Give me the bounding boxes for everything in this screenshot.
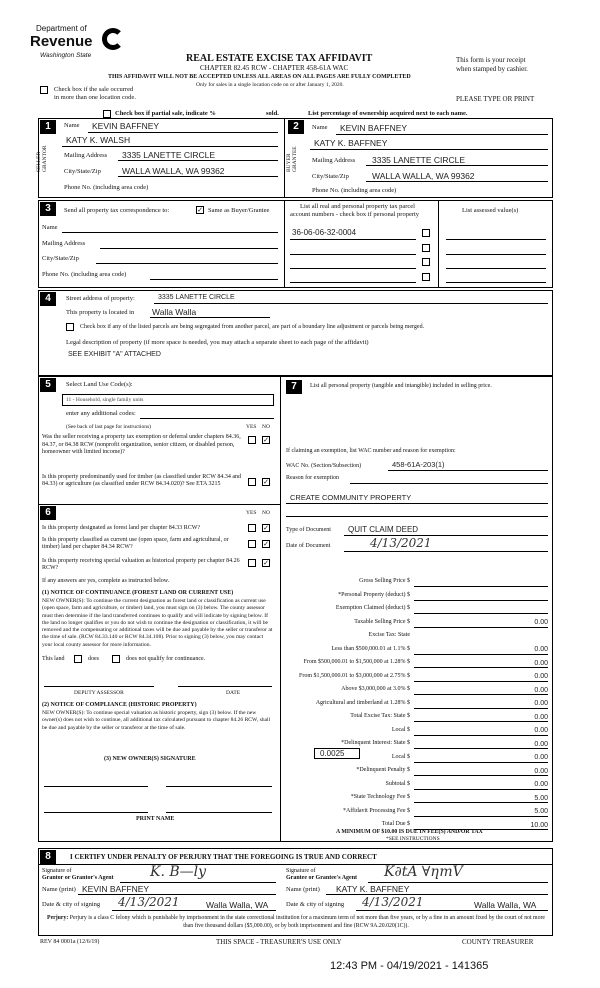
legal-value[interactable]: SEE EXHIBIT "A" ATTACHED: [68, 351, 161, 358]
section-6-number: 6: [40, 506, 56, 520]
seller-name-label: Name: [64, 122, 80, 129]
tax-row-label: From $500,000.01 to $1,500,000 at 1.28% $: [303, 659, 410, 665]
buyer-mail-label: Mailing Address: [312, 157, 356, 164]
land-does-label: does: [88, 656, 99, 662]
wac-label: WAC No. (Section/Subsection): [286, 463, 362, 469]
reason-line-1: [350, 483, 548, 484]
seller-mail-line: [118, 160, 278, 161]
s5-q2-no[interactable]: ✓: [263, 478, 269, 486]
tax-row-label: Exemption Claimed (deduct) $: [335, 605, 410, 611]
grantor-name-label: Name (print): [42, 886, 76, 893]
s3-mail-label: Mailing Address: [42, 240, 86, 247]
additional-codes-line: [140, 418, 274, 419]
assessed-line-2: [446, 254, 546, 255]
grantee-name-label: Name (print): [286, 886, 320, 893]
parcel-header-1: List all real and personal property tax parcel: [300, 203, 415, 210]
form-warning-sub: Only for sales in a single location code on or after January 1, 2020.: [196, 82, 344, 88]
tax-row-line: [414, 667, 548, 668]
form-subtitle: CHAPTER 82.45 RCW - CHAPTER 458-61A WAC: [200, 64, 349, 72]
buyer-name-line-2: [310, 149, 548, 150]
section-5-number: 5: [40, 378, 56, 392]
section-1-2-divider: [284, 118, 285, 198]
certify-line: [38, 864, 553, 865]
seller-mail-label: Mailing Address: [64, 152, 108, 159]
s3-name-line: [62, 232, 278, 233]
same-as-buyer-label: Same as Buyer/Grantee: [208, 207, 270, 214]
located-label: This property is located in: [66, 309, 135, 316]
doc-type-label: Type of Document: [286, 527, 331, 533]
receipt-stamp: 12:43 PM - 04/19/2021 - 141365: [330, 960, 489, 972]
partial-sale-checkbox[interactable]: [103, 110, 111, 118]
grantor-date-label: Date & city of signing: [42, 901, 101, 908]
street-line: [154, 303, 548, 304]
buyer-mail[interactable]: 3335 LANETTE CIRCLE: [372, 155, 466, 165]
see-instructions: *SEE INSTRUCTIONS: [386, 836, 440, 842]
logo-emblem-icon: [102, 28, 124, 50]
tax-row-value[interactable]: 5.00: [534, 808, 548, 815]
s6-no: NO: [262, 510, 270, 516]
s6-q3-yes[interactable]: [248, 559, 256, 567]
county-treasurer: COUNTY TREASURER: [462, 938, 534, 946]
perjury-notice: [42, 914, 550, 930]
buyer-side-label: BUYER GRANTEE: [286, 146, 298, 172]
s5-no: NO: [262, 424, 270, 430]
s6-question-3: Is this property receiving special valuation as historical property per chapter 84.26 RCW?: [42, 558, 240, 571]
logo-line3: Washington State: [40, 52, 92, 59]
tax-row-line: [414, 721, 548, 722]
land-use-label: Select Land Use Code(s):: [66, 381, 133, 388]
print-name-label: PRINT NAME: [136, 816, 175, 822]
parcel-line-4: [290, 282, 416, 283]
s6-q2-no[interactable]: ✓: [263, 540, 269, 548]
tax-row-line: [414, 654, 548, 655]
seller-side-label: SELLER GRANTOR: [36, 145, 48, 172]
s3-city-line: [96, 263, 278, 264]
s6-if-yes: If any answers are yes, complete as instructed below.: [42, 578, 170, 584]
section-3-number: 3: [40, 202, 56, 216]
send-correspondence-label: Send all property tax correspondence to:: [64, 207, 170, 214]
tax-row-line: [414, 802, 548, 803]
tax-row-label: *Personal Property (deduct) $: [338, 591, 410, 598]
reason-label: Reason for exemption: [286, 475, 339, 481]
notice-2-body: NEW OWNER(S): To continue special valuation as historic property, sign (3) below. If the new owner(s) does not wish to continue, all additional tax calculated pursuant to chapter 84.26 RCW, shall be due and payable by the seller or transferor at the time of sale.: [42, 710, 271, 731]
tax-row-label: Total Due $: [381, 821, 410, 827]
new-owner-sig-line-2: [166, 786, 272, 787]
buyer-name-2[interactable]: KATY K. BAFFNEY: [314, 138, 388, 148]
sig-grantor-label-1: Signature of: [42, 868, 72, 874]
s5-q1-no[interactable]: ✓: [263, 436, 269, 444]
located-value[interactable]: Walla Walla: [152, 307, 197, 317]
tax-row-line: [414, 735, 548, 736]
land-does-checkbox[interactable]: [74, 655, 82, 663]
print-name-line-2: [166, 812, 272, 813]
assessed-line-4: [446, 282, 546, 283]
multi-location-label-1: Check box if the sale occurred: [54, 86, 134, 93]
buyer-city-label: City/State/Zip: [312, 173, 349, 180]
buyer-phone-label: Phone No. (including area code): [312, 187, 397, 194]
section-1-number: 1: [40, 120, 56, 134]
land-does-not-label: does not qualify for continuance.: [126, 656, 206, 662]
buyer-mail-line: [366, 165, 548, 166]
tax-row-line: [414, 600, 548, 601]
seller-city-line: [118, 176, 278, 177]
exemption-label: If claiming an exemption, list WAC number and reason for exemption:: [286, 448, 456, 454]
tax-row-label: Local $: [391, 753, 410, 760]
personal-property-checkbox-1[interactable]: [422, 229, 430, 237]
tax-row-label: Gross Selling Price $: [359, 578, 410, 584]
seller-city[interactable]: WALLA WALLA, WA 99362: [122, 166, 225, 176]
doc-type-value[interactable]: QUIT CLAIM DEED: [348, 525, 419, 534]
personal-property-checkbox-4[interactable]: [422, 273, 430, 281]
section-5-7-divider: [280, 376, 281, 842]
assessed-header: List assessed value(s): [462, 207, 519, 214]
street-label: Street address of property:: [66, 295, 135, 302]
tax-row-line: [414, 681, 548, 682]
grantor-signature[interactable]: K. B—ly: [150, 864, 207, 880]
tax-row-line: [414, 762, 548, 763]
form-warning: THIS AFFIDAVIT WILL NOT BE ACCEPTED UNLESS ALL AREAS ON ALL PAGES ARE FULLY COMPLETED: [108, 74, 411, 80]
located-line: [150, 317, 270, 318]
s6-question-1: Is this property designated as forest land per chapter 84.33 RCW?: [42, 525, 201, 531]
land-does-not-checkbox[interactable]: [112, 655, 120, 663]
buyer-name-line-1: [336, 134, 548, 135]
personal-property-label: List all personal property (tangible and intangible) included in selling price.: [310, 383, 492, 389]
grantee-date[interactable]: 4/13/2021: [362, 895, 424, 909]
grantee-date-line: [356, 910, 548, 911]
s6-q3-no[interactable]: ✓: [263, 559, 269, 567]
receipt-note-1: This form is your receipt: [456, 56, 526, 64]
buyer-city-line: [366, 181, 548, 182]
s3-mail-line: [100, 248, 278, 249]
grantee-date-label: Date & city of signing: [286, 901, 345, 908]
tax-row-value[interactable]: 0.00: [534, 619, 548, 626]
wac-line: [388, 470, 548, 471]
print-name-line-1: [44, 812, 148, 813]
street-value[interactable]: 3335 LANETTE CIRCLE: [158, 294, 235, 301]
certify-statement: I CERTIFY UNDER PENALTY OF PERJURY THAT THE FOREGOING IS TRUE AND CORRECT: [70, 853, 377, 861]
seller-city-label: City/State/Zip: [64, 168, 101, 175]
section-3-divider-2: [438, 200, 439, 288]
s6-question-2: Is this property classified as current use (open space, farm and agricultural, or timber) land per chapter 84.34 RCW?: [42, 537, 229, 550]
s6-q2-yes[interactable]: [248, 540, 256, 548]
multi-location-label-2: in more than one location code.: [54, 94, 136, 101]
tax-row-label: Above $3,000,000 at 3.0% $: [341, 686, 410, 692]
logo: [30, 24, 130, 70]
s6-q1-no[interactable]: ✓: [263, 524, 269, 532]
grantee-name-line: [326, 894, 548, 895]
perjury-label: Perjury:: [47, 915, 69, 921]
tax-row-label: From $1,500,000.01 to $3,000,000 at 2.75% $: [299, 672, 410, 679]
s5-q1-yes[interactable]: [248, 436, 256, 444]
tax-row-label: *State Technology Fee $: [350, 794, 410, 800]
seller-name-2[interactable]: KATY K. WALSH: [66, 135, 131, 145]
seller-name-line-1: [88, 132, 278, 133]
personal-property-checkbox-2[interactable]: [422, 244, 430, 252]
buyer-name-1[interactable]: KEVIN BAFFNEY: [340, 123, 408, 133]
s3-city-label: City/State/Zip: [42, 255, 79, 262]
same-as-buyer-checkbox[interactable]: ✓: [197, 206, 203, 214]
s3-name-label: Name: [42, 224, 58, 231]
tax-row-line: [414, 694, 548, 695]
parcel-line-3: [290, 268, 416, 269]
doc-date-line: [344, 551, 548, 552]
date-line: [178, 686, 272, 687]
sig-grantor-label-2: Grantor or Grantor's Agent: [42, 875, 114, 881]
rev-number: REV 84 0001a (12/6/19): [40, 939, 100, 945]
s5-question-2: Is this property predominantly used for timber (as classified under RCW 84.34 and 84.33) or agriculture (as classified under RCW 84.34.020)? See ETA 3215: [42, 474, 242, 487]
deputy-line: [44, 686, 154, 687]
notice-1-body: NEW OWNER(S): To continue the current designation as forest land or classification as current use (open space, farm and agriculture, or timber) land, you must sign on (3) below. The county assessor must then determine if the land transferred continues to qualify and will indicate by signing below. If the land no longer qualifies or you do not wish to continue the designation or classification, it will be removed and the compensating or additional taxes will be due and payable by the seller or transferor at the time of sale. (RCW 84.33.140 or RCW 84.34.108). Prior to signing (3) below, you may contact your local county assessor for more information.: [42, 598, 273, 648]
tax-row-value[interactable]: 0.00: [534, 727, 548, 734]
minimum-due: A MINIMUM OF $10.00 IS DUE IN FEE(S) AND/OR TAX: [336, 829, 483, 835]
tax-row-value[interactable]: 0.00: [534, 740, 548, 748]
grantor-name[interactable]: KEVIN BAFFNEY: [82, 884, 150, 894]
parcel-line-2: [290, 254, 416, 255]
tax-row-label: *Affidavit Processing Fee $: [342, 807, 410, 814]
local-rate-value: 0.0025: [320, 749, 345, 758]
tax-row-value[interactable]: 0.00: [534, 673, 548, 680]
tax-row-label: *Delinquent Interest: State $: [341, 740, 410, 746]
tax-row-line: [414, 708, 548, 709]
partial-sale-sold: sold.: [266, 110, 279, 117]
tax-row-value[interactable]: 0.00: [534, 713, 548, 721]
seller-name-line-2: [62, 146, 278, 147]
tax-row-label: Agricultural and timberland at 1.28% $: [315, 699, 410, 706]
parcel-header-2: account numbers - check box if personal property: [290, 211, 420, 218]
tax-row-value[interactable]: 0.00: [534, 781, 548, 788]
personal-property-checkbox-3[interactable]: [422, 258, 430, 266]
tax-row-label: Less than $500,000.01 at 1.1% $: [331, 645, 410, 652]
section-8-number: 8: [40, 850, 56, 864]
section-4-number: 4: [40, 292, 56, 306]
s5-q2-yes[interactable]: [248, 478, 256, 486]
multi-location-checkbox[interactable]: [40, 86, 48, 94]
section-6-topline: [38, 504, 280, 505]
land-use-value: 11 - Household, single family units: [66, 397, 144, 403]
type-or-print: PLEASE TYPE OR PRINT: [456, 95, 535, 103]
ownership-note: List percentage of ownership acquired next to each name.: [308, 110, 468, 117]
tax-row-label: Local $: [391, 726, 410, 733]
wac-value[interactable]: 458-61A-203(1): [392, 460, 445, 469]
this-land-label: This land: [42, 656, 65, 662]
grantor-date-line: [112, 910, 276, 911]
s3-phone-line: [150, 279, 278, 280]
doc-date-label: Date of Document: [286, 543, 331, 549]
partial-sale-label: Check box if partial sale, indicate %: [115, 110, 216, 117]
tax-row-value[interactable]: 0.00: [534, 700, 548, 707]
segregated-label: Check box if any of the listed parcels are being segregated from another parcel, are part of a boundary line adjustment or parcels being merged.: [80, 324, 425, 330]
grantor-city[interactable]: Walla Walla, WA: [206, 900, 269, 910]
tax-row-line: [414, 748, 548, 749]
grantor-date[interactable]: 4/13/2021: [118, 895, 180, 909]
logo-line2: Revenue: [30, 33, 93, 50]
grantor-sig-line: [120, 882, 276, 883]
seller-mail[interactable]: 3335 LANETTE CIRCLE: [122, 150, 216, 160]
sig-grantee-label-1: Signature of: [286, 868, 316, 874]
buyer-city[interactable]: WALLA WALLA, WA 99362: [372, 171, 475, 181]
grantee-name[interactable]: KATY K. BAFFNEY: [336, 884, 410, 894]
tax-row-label: *Delinquent Penalty $: [356, 767, 410, 773]
reason-line-3: [286, 516, 548, 517]
tax-row-line: [414, 789, 548, 790]
parcel-1[interactable]: 36-06-06-32-0004: [292, 228, 357, 237]
tax-row-label: Excise Tax: State: [368, 632, 410, 638]
deputy-label: DEPUTY ASSESSOR: [74, 690, 124, 696]
notice-3-title: (3) NEW OWNER(S) SIGNATURE: [104, 756, 196, 762]
tax-row-line: [414, 775, 548, 776]
receipt-note-2: when stamped by cashier.: [456, 65, 528, 73]
section-7-number: 7: [286, 380, 302, 394]
tax-row-line: [414, 586, 548, 587]
assessed-line-1: [446, 239, 546, 240]
tax-row-value[interactable]: 0.00: [534, 659, 548, 667]
logo-line1: Department of: [36, 24, 87, 33]
s5-question-1: Was the seller receiving a property tax exemption or deferral under chapters 84.36, 84.37, or 84.38 RCW (nonprofit organization, senior citizen, or disabled person, homeowner with limited income)?: [42, 434, 241, 455]
tax-row-line: [414, 627, 548, 628]
grantee-city[interactable]: Walla Walla, WA: [474, 900, 537, 910]
seller-name-1[interactable]: KEVIN BAFFNEY: [92, 121, 160, 131]
sig-grantee-label-2: Grantee or Grantee's Agent: [286, 875, 358, 881]
tax-row-value[interactable]: 0.00: [534, 754, 548, 761]
notice-1-title: (1) NOTICE OF CONTINUANCE (FOREST LAND OR CURRENT USE): [42, 590, 234, 596]
legal-label: Legal description of property (if more space is needed, you may attach a separate sheet to each page of the affidavit): [66, 339, 369, 346]
tax-row-label: Subtotal $: [385, 780, 410, 787]
tax-row-value[interactable]: 0.00: [534, 686, 548, 694]
s3-phone-label: Phone No. (including area code): [42, 271, 127, 278]
buyer-name-label: Name: [312, 124, 328, 131]
tax-row-value[interactable]: 10.00: [530, 821, 548, 829]
segregated-checkbox[interactable]: [66, 323, 74, 331]
section-2-number: 2: [288, 120, 304, 134]
form-title: REAL ESTATE EXCISE TAX AFFIDAVIT: [186, 53, 373, 64]
grantee-sig-line: [368, 882, 548, 883]
grantee-signature[interactable]: K∂tA ∀ƞmV: [384, 864, 463, 880]
section-3-divider-1: [284, 200, 285, 288]
seller-phone-label: Phone No. (including area code): [64, 184, 149, 191]
s5-yes: YES: [246, 424, 257, 430]
tax-row-label: Total Excise Tax: State $: [350, 713, 410, 719]
notice-2-title: (2) NOTICE OF COMPLIANCE (HISTORIC PROPERTY): [42, 702, 197, 708]
tax-row-label: Taxable Selling Price $: [354, 618, 410, 625]
treasurer-only: THIS SPACE - TREASURER'S USE ONLY: [216, 938, 342, 946]
doc-date-value[interactable]: 4/13/2021: [370, 536, 432, 550]
tax-row-line: [414, 613, 548, 614]
perjury-text: Perjury is a class C felony which is punishable by imprisonment in the state correctional institution for a maximum term of not more than five years, or by a fine in an amount fixed by the court of not more than five thousand dollars ($5,000.00), or by both imprisonment and fine (RCW 9A.20.020(1C)).: [69, 915, 545, 929]
new-owner-sig-line-1: [44, 786, 148, 787]
tax-row-value[interactable]: 0.00: [534, 646, 548, 653]
see-back-note: (See back of last page for instructions): [66, 424, 151, 430]
tax-row-value[interactable]: 0.00: [534, 767, 548, 775]
parcel-line-1: [290, 239, 416, 240]
s6-yes: YES: [246, 510, 257, 516]
tax-row-line: [414, 816, 548, 817]
additional-codes-label: enter any additional codes:: [66, 410, 136, 417]
reason-value[interactable]: CREATE COMMUNITY PROPERTY: [290, 493, 412, 502]
tax-row-value[interactable]: 5.00: [534, 794, 548, 802]
date-label: DATE: [226, 690, 241, 696]
reason-line-2: [286, 503, 548, 504]
s6-q1-yes[interactable]: [248, 524, 256, 532]
assessed-line-3: [446, 268, 546, 269]
